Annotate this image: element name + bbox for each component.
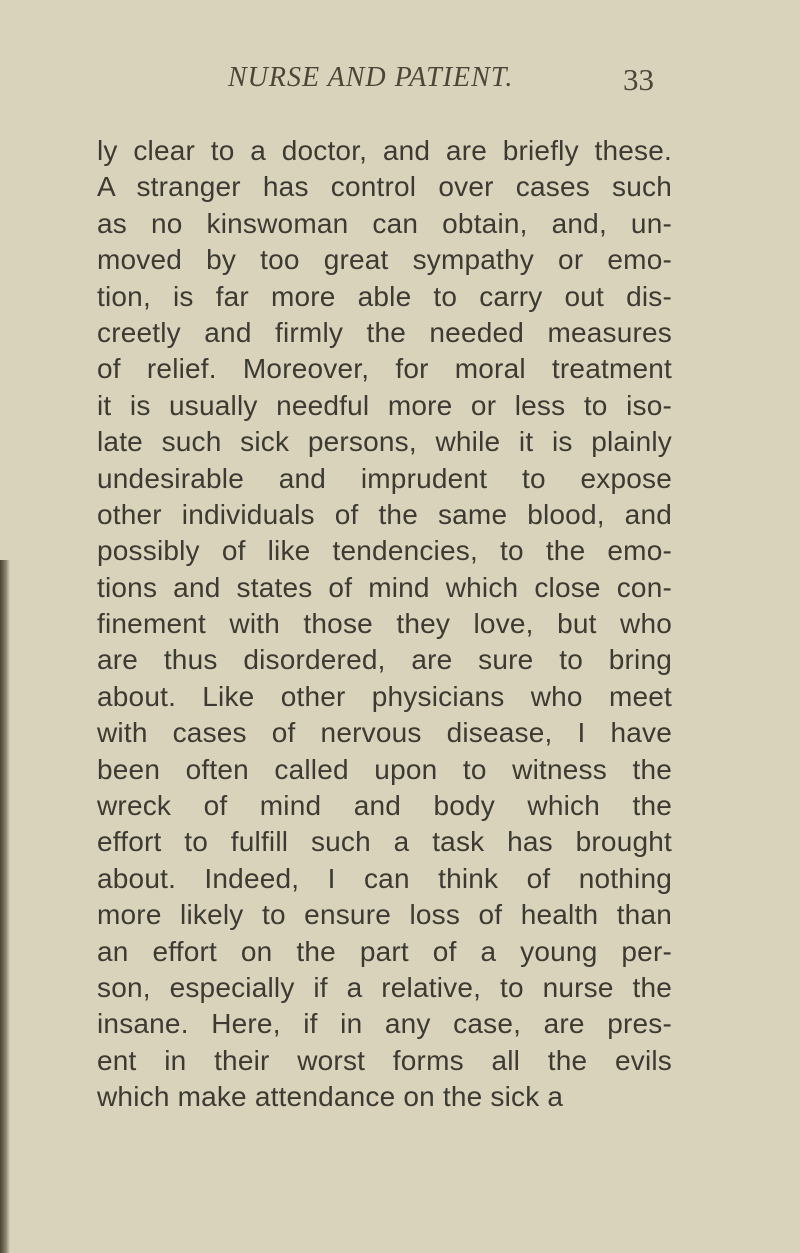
text-line: more likely to ensure loss of health than bbox=[97, 899, 672, 931]
text-line: ent in their worst forms all the evils bbox=[97, 1044, 672, 1076]
running-title: NURSE AND PATIENT. bbox=[228, 62, 514, 93]
text-line: other individuals of the same blood, and bbox=[97, 498, 672, 530]
text-line: about. Indeed, I can think of nothing bbox=[97, 862, 672, 894]
text-line: with cases of nervous disease, I have bbox=[97, 717, 672, 749]
text-line: A stranger has control over cases such bbox=[97, 171, 672, 203]
text-line: late such sick persons, while it is plainly bbox=[97, 426, 672, 458]
text-line: ly clear to a doctor, and are briefly these. bbox=[97, 135, 672, 166]
text-line: son, especially if a relative, to nurse the bbox=[97, 971, 672, 1003]
text-line: of relief. Moreover, for moral treatment bbox=[97, 353, 672, 385]
text-line: tions and states of mind which close con- bbox=[97, 571, 672, 603]
text-line: wreck of mind and body which the bbox=[97, 790, 672, 822]
body-text bbox=[97, 133, 672, 1116]
running-head bbox=[0, 62, 800, 102]
text-line: as no kinswoman can obtain, and, un- bbox=[97, 207, 672, 239]
page-number: 33 bbox=[623, 62, 654, 97]
text-line: been often called upon to witness the bbox=[97, 753, 672, 785]
text-line: tion, is far more able to carry out dis- bbox=[97, 280, 672, 312]
text-line: insane. Here, if in any case, are pres- bbox=[97, 1008, 672, 1040]
text-line: it is usually needful more or less to iso- bbox=[97, 389, 672, 421]
text-line: finement with those they love, but who bbox=[97, 608, 672, 640]
text-line: undesirable and imprudent to expose bbox=[97, 462, 672, 494]
text-line: which make attendance on the sick a bbox=[97, 1081, 564, 1113]
text-line: effort to fulfill such a task has brought bbox=[97, 826, 672, 858]
binding-shadow bbox=[0, 560, 10, 1253]
text-line: creetly and firmly the needed measures bbox=[97, 316, 672, 348]
text-line: moved by too great sympathy or emo- bbox=[97, 244, 672, 276]
text-line: an effort on the part of a young per- bbox=[97, 935, 672, 967]
text-line: about. Like other physicians who meet bbox=[97, 680, 672, 712]
text-line: are thus disordered, are sure to bring bbox=[97, 644, 672, 676]
text-line: possibly of like tendencies, to the emo- bbox=[97, 535, 672, 567]
